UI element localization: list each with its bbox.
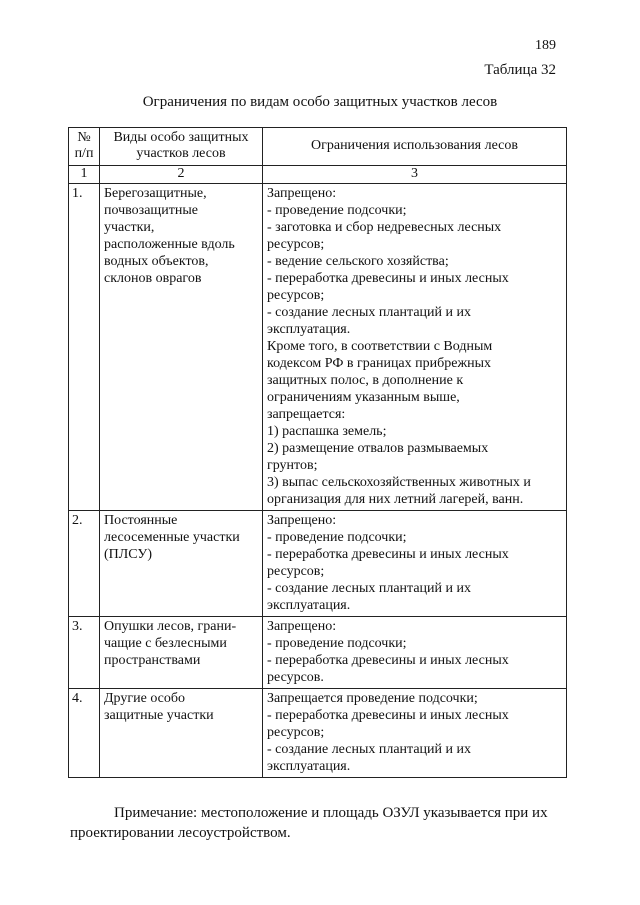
row-type [100, 184, 263, 511]
restriction-line: запрещается: [267, 407, 346, 422]
row-type-line: Опушки лесов, грани- [104, 619, 237, 634]
column-index: 1 [69, 166, 100, 184]
table-header-row [69, 128, 567, 166]
restriction-line: организация для них летний лагерей, ванн. [267, 492, 524, 507]
row-type-line: склонов оврагов [104, 271, 202, 286]
restriction-line: - переработка древесины и иных лесных [267, 547, 509, 562]
row-type [100, 511, 263, 617]
row-restrictions [263, 511, 567, 617]
header-num [69, 128, 100, 166]
table-body [69, 184, 567, 778]
table-row [69, 184, 567, 511]
row-type [100, 689, 263, 778]
note-line: Примечание: местоположение и площадь ОЗУЛ указывается при их [114, 805, 548, 821]
restriction-line: эксплуатация. [267, 759, 351, 774]
row-type-line: водных объектов, [104, 254, 209, 269]
restriction-line: защитных полос, в дополнение к [267, 373, 464, 388]
row-type-line: Берегозащитные, [104, 186, 207, 201]
column-index: 3 [263, 166, 567, 184]
row-type-line: расположенные вдоль [104, 237, 235, 252]
row-type-line: лесосеменные участки [104, 530, 240, 545]
restriction-line: Запрещается проведение подсочки; [267, 691, 478, 706]
restrictions-table [68, 127, 567, 778]
restriction-line: ресурсов; [267, 288, 325, 303]
restriction-line: - ведение сельского хозяйства; [267, 254, 449, 269]
restriction-line: 2) размещение отвалов размываемых [267, 441, 489, 456]
table-row [69, 511, 567, 617]
restriction-line: - проведение подсочки; [267, 636, 407, 651]
header-type [100, 128, 263, 166]
document-title: Ограничения по видам особо защитных участков лесов [142, 94, 498, 110]
row-type-line: (ПЛСУ) [104, 547, 152, 562]
restriction-line: Запрещено: [267, 513, 337, 528]
restriction-line: - проведение подсочки; [267, 530, 407, 545]
header-restrictions: Ограничения использования лесов [263, 128, 567, 166]
note [70, 803, 570, 843]
table-label: Таблица 32 [484, 62, 556, 78]
column-index: 2 [100, 166, 263, 184]
row-type-line: участки, [104, 220, 155, 235]
row-number: 1. [69, 184, 100, 511]
row-number: 2. [69, 511, 100, 617]
table-row [69, 689, 567, 778]
restriction-line: грунтов; [267, 458, 318, 473]
restriction-line: ресурсов; [267, 725, 325, 740]
table-row [69, 617, 567, 689]
restriction-line: ограничениям указанным выше, [267, 390, 460, 405]
restriction-line: эксплуатация. [267, 322, 351, 337]
header-type-line: участков лесов [136, 146, 226, 161]
header-type-line: Виды особо защитных [113, 130, 249, 145]
header-num-line: № [77, 130, 91, 145]
restriction-line: кодексом РФ в границах прибрежных [267, 356, 492, 371]
restriction-line: - переработка древесины и иных лесных [267, 653, 509, 668]
restriction-line: - заготовка и сбор недревесных лесных [267, 220, 502, 235]
restriction-line: эксплуатация. [267, 598, 351, 613]
row-type-line: чащие с безлесными [104, 636, 227, 651]
restriction-line: Кроме того, в соответствии с Водным [267, 339, 493, 354]
restriction-line: - создание лесных плантаций и их [267, 581, 471, 596]
row-restrictions [263, 184, 567, 511]
row-type-line: защитные участки [104, 708, 214, 723]
restriction-line: ресурсов; [267, 564, 325, 579]
restriction-line: - переработка древесины и иных лесных [267, 271, 509, 286]
restriction-line: Запрещено: [267, 619, 337, 634]
row-restrictions [263, 689, 567, 778]
restriction-line: 1) распашка земель; [267, 424, 387, 439]
page-number: 189 [535, 38, 556, 53]
row-type [100, 617, 263, 689]
row-type-line: почвозащитные [104, 203, 198, 218]
restriction-line: ресурсов; [267, 237, 325, 252]
row-type-line: пространствами [104, 653, 201, 668]
restriction-line: - переработка древесины и иных лесных [267, 708, 509, 723]
row-restrictions [263, 617, 567, 689]
row-number: 4. [69, 689, 100, 778]
restriction-line: - проведение подсочки; [267, 203, 407, 218]
restriction-line: 3) выпас сельскохозяйственных животных и [267, 475, 531, 490]
restriction-line: - создание лесных плантаций и их [267, 305, 471, 320]
header-num-line: п/п [74, 146, 94, 161]
row-type-line: Постоянные [104, 513, 178, 528]
column-index-row [69, 166, 567, 184]
row-type-line: Другие особо [104, 691, 185, 706]
row-number: 3. [69, 617, 100, 689]
note-line: проектировании лесоустройством. [70, 825, 291, 841]
restriction-line: Запрещено: [267, 186, 337, 201]
restriction-line: ресурсов. [267, 670, 324, 685]
restriction-line: - создание лесных плантаций и их [267, 742, 471, 757]
